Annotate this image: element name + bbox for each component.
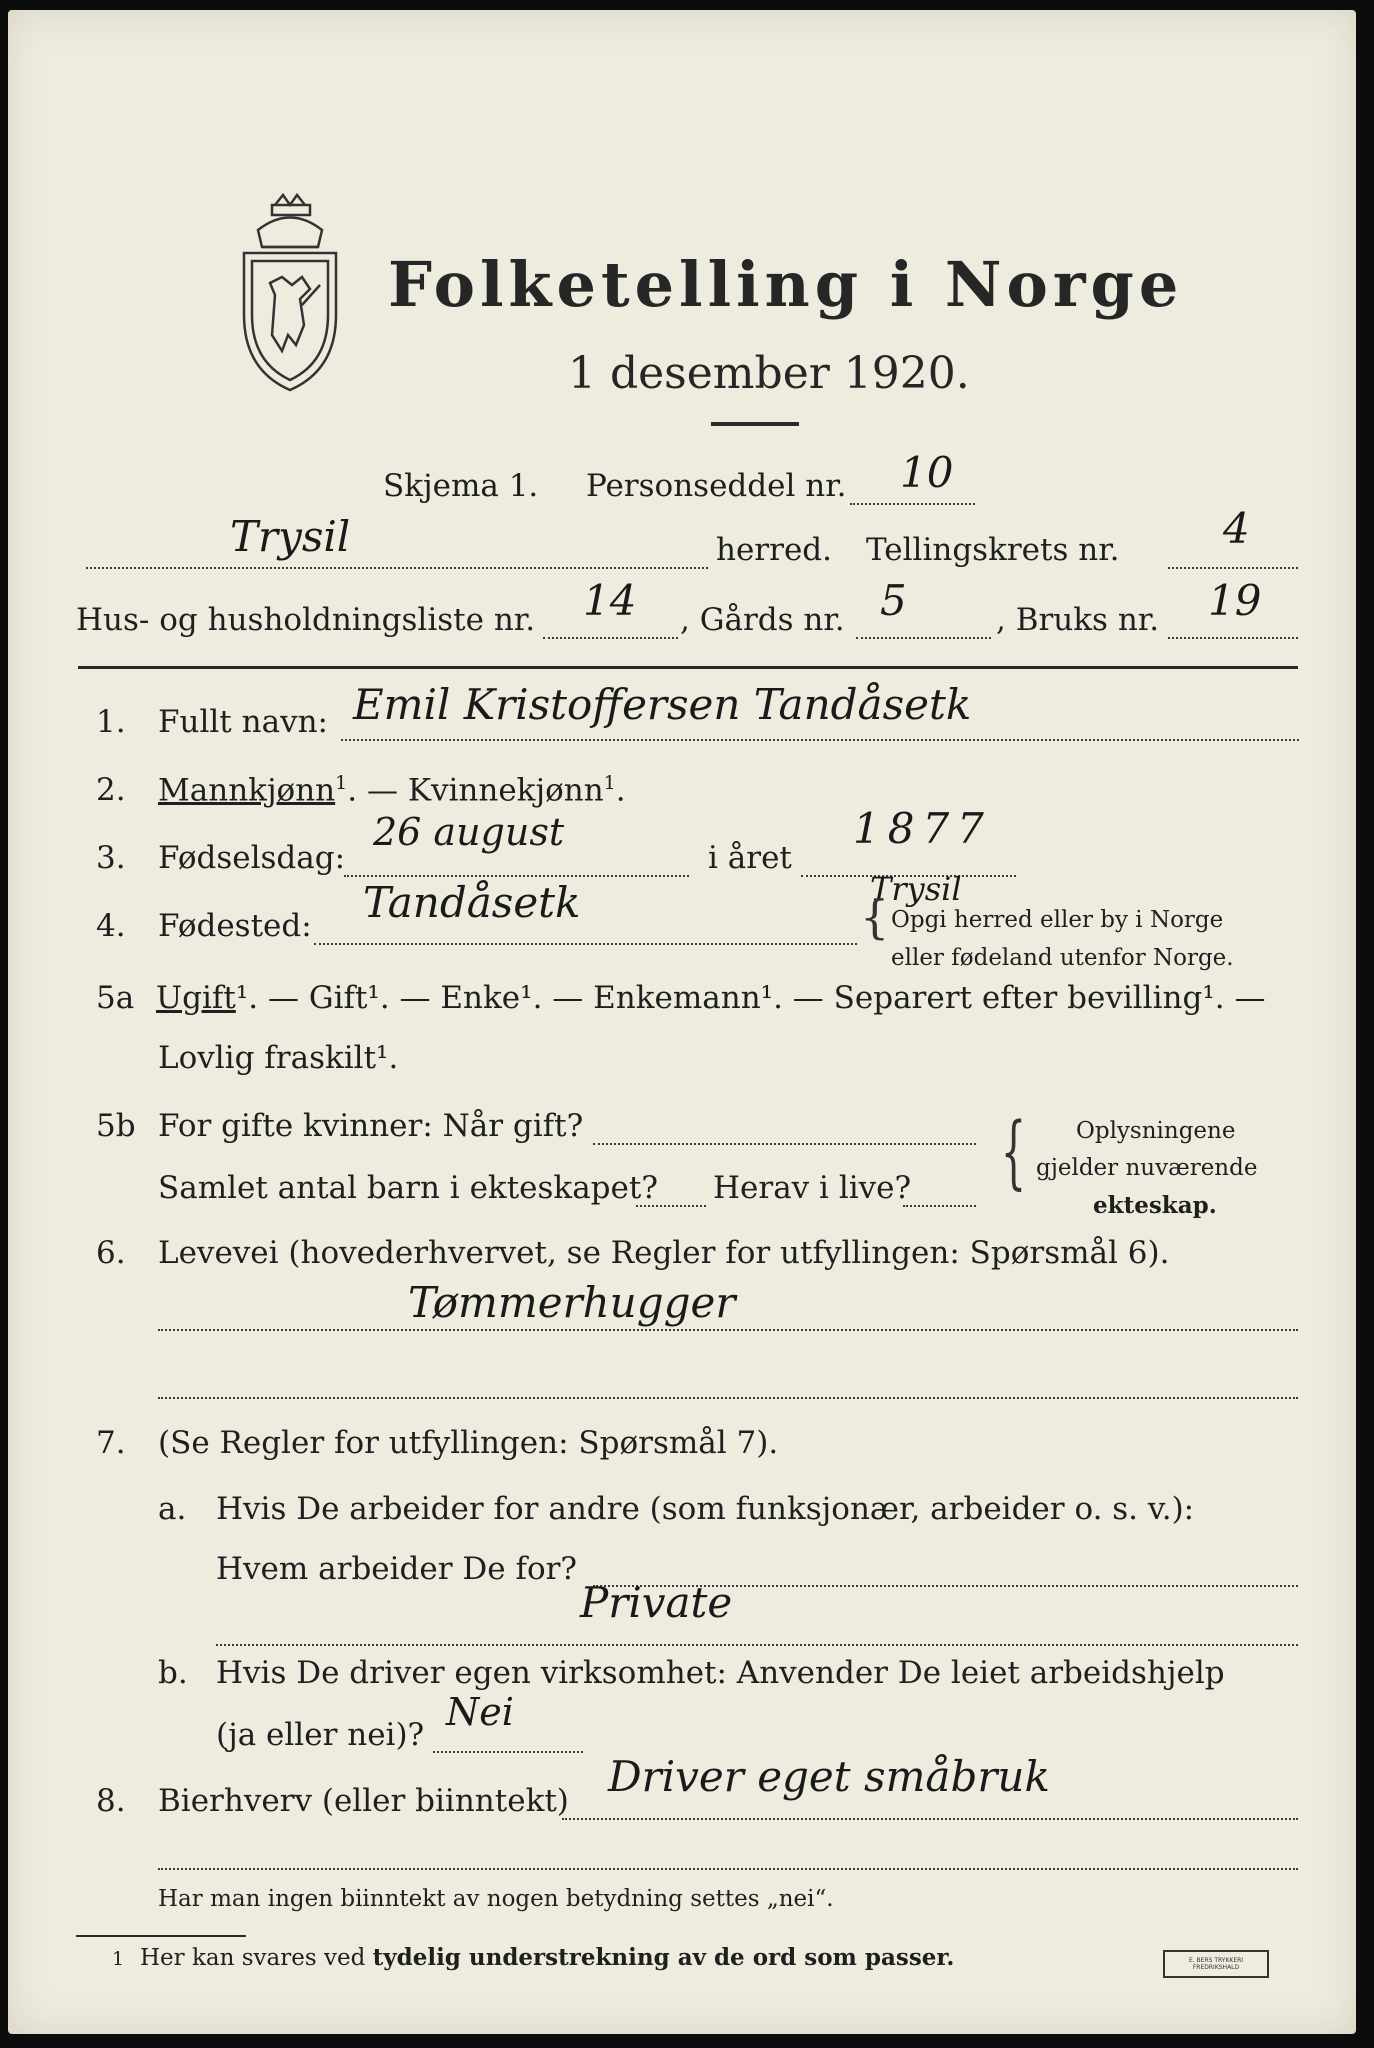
q8-label: Bierhverv (eller biinntekt) <box>158 1783 569 1819</box>
q6-occupation-value: Tømmerhugger <box>408 1278 736 1327</box>
q1-full-name-value: Emil Kristoffersen Tandåsetk <box>353 680 972 729</box>
q5b-note-line1: Oplysningene <box>1076 1118 1236 1144</box>
q4-birthplace-value: Tandåsetk <box>363 878 581 927</box>
q7a-letter: a. <box>158 1491 187 1527</box>
q3-day-field-line <box>344 875 689 877</box>
q2-male-footnote-mark: 1 <box>335 772 348 794</box>
q5b-children-label: Samlet antal barn i ekteskapet? <box>158 1170 658 1206</box>
q4-note-handwritten-value: Trysil <box>870 870 962 908</box>
q4-label: Fødested: <box>158 908 312 944</box>
q5b-children-field-line <box>636 1205 706 1207</box>
q5b-note-line2: gjelder nuværende <box>1036 1155 1258 1181</box>
q8-field-line-2 <box>158 1868 1298 1870</box>
gards-value: 5 <box>880 576 907 625</box>
husliste-label: Hus- og husholdningsliste nr. <box>76 602 536 638</box>
personseddel-field-line <box>850 503 975 505</box>
q7a-line2: Hvem arbeider De for? <box>216 1551 578 1587</box>
q5b-alive-field-line <box>903 1205 976 1207</box>
q4-field-line <box>314 943 857 945</box>
q3-number: 3. <box>96 840 126 876</box>
gards-label: , Gårds nr. <box>680 602 845 638</box>
skjema-label: Skjema 1. <box>383 468 539 504</box>
herred-label: herred. <box>716 532 832 568</box>
q5b-married-field-line <box>593 1143 976 1145</box>
printer-stamp <box>1163 1950 1269 1978</box>
bruks-value: 19 <box>1208 576 1262 625</box>
husliste-field-line <box>543 637 678 639</box>
q7-label: (Se Regler for utfyllingen: Spørsmål 7). <box>158 1425 779 1461</box>
q3-year-value: 1877 <box>853 804 992 853</box>
q4-note-brace: { <box>860 890 890 944</box>
form-date: 1 desember 1920. <box>568 348 970 399</box>
tellingskrets-label: Tellingskrets nr. <box>866 532 1120 568</box>
q5a-unmarried-option: Ugift <box>156 980 236 1016</box>
q1-label: Fullt navn: <box>158 704 328 740</box>
form-title: Folketelling i Norge <box>388 248 1184 321</box>
q8-field-line <box>562 1818 1298 1820</box>
q2-separator: . — <box>347 772 408 809</box>
q5a-number: 5a <box>96 980 135 1016</box>
bruks-field-line <box>1168 637 1298 639</box>
q7b-letter: b. <box>158 1655 188 1691</box>
q3-year-label: i året <box>708 840 792 876</box>
q7b-line2: (ja eller nei)? <box>216 1717 425 1753</box>
q6-label: Levevei (hovederhvervet, se Regler for utfyllingen: Spørsmål 6). <box>158 1235 1170 1271</box>
footnote-text-plain: Her kan svares ved <box>140 1945 366 1971</box>
husliste-value: 14 <box>583 576 637 625</box>
printer-stamp-line2: FREDRIKSHALD <box>1192 1964 1240 1971</box>
q3-label: Fødselsdag: <box>158 840 346 876</box>
q6-number: 6. <box>96 1235 126 1271</box>
tellingskrets-field-line <box>1168 567 1298 569</box>
q2-female-option: Kvinnekjønn <box>407 772 604 809</box>
q2-number: 2. <box>96 772 126 808</box>
footnote-divider <box>76 1935 246 1937</box>
q5b-note-brace: { <box>1000 1105 1027 1198</box>
q7a-employer-value: Private <box>580 1578 733 1627</box>
q8-number: 8. <box>96 1783 126 1819</box>
footer-note: Har man ingen biinntekt av nogen betydning settes „nei“. <box>158 1886 834 1912</box>
q7a-field-line-2 <box>216 1644 1298 1646</box>
q1-number: 1. <box>96 704 126 740</box>
q5a-other-options: ¹. — Gift¹. — Enke¹. — Enkemann¹. — Separert efter bevilling¹. — <box>235 980 1266 1016</box>
header-divider <box>78 666 1298 669</box>
q7a-line1: Hvis De arbeider for andre (som funksjonær, arbeider o. s. v.): <box>216 1491 1195 1527</box>
q7b-hired-help-value: Nei <box>446 1690 514 1734</box>
footnote-mark: 1 <box>112 1948 125 1970</box>
footnote-text-bold: tydelig understrekning av de ord som passer. <box>372 1944 955 1971</box>
q8-side-income-value: Driver eget småbruk <box>608 1752 1050 1801</box>
q5b-number: 5b <box>96 1108 136 1144</box>
census-form-page <box>8 10 1356 2034</box>
q2-gender-line <box>158 772 626 808</box>
title-divider <box>711 422 799 426</box>
q4-note-line1: Opgi herred eller by i Norge <box>891 907 1224 933</box>
coat-of-arms-icon <box>230 185 350 395</box>
q5a-line1 <box>156 980 1265 1016</box>
q4-number: 4. <box>96 908 126 944</box>
herred-value: Trysil <box>230 512 351 561</box>
q7-number: 7. <box>96 1425 126 1461</box>
q6-field-line-2 <box>158 1397 1298 1399</box>
q2-male-option: Mannkjønn <box>158 772 336 809</box>
q2-female-footnote-mark: 1 <box>603 772 616 794</box>
q5a-line2: Lovlig fraskilt¹. <box>158 1040 399 1076</box>
footnote-text <box>140 1944 954 1971</box>
q7b-line1: Hvis De driver egen virksomhet: Anvender De leiet arbeidshjelp <box>216 1655 1225 1691</box>
printer-stamp-line1: E. BERS TRYKKERI <box>1188 1957 1244 1964</box>
personseddel-value: 10 <box>900 448 954 497</box>
q5b-note-line3: ekteskap. <box>1093 1192 1217 1219</box>
gards-field-line <box>856 637 991 639</box>
q2-end: . <box>615 772 626 809</box>
q6-field-line-1 <box>158 1329 1298 1331</box>
q1-field-line <box>341 739 1299 741</box>
q5b-line1: For gifte kvinner: Når gift? <box>158 1108 584 1144</box>
q5b-alive-label: Herav i live? <box>713 1170 912 1206</box>
herred-field-line <box>86 567 708 569</box>
tellingskrets-value: 4 <box>1223 504 1250 553</box>
q4-note-line2: eller fødeland utenfor Norge. <box>891 945 1234 971</box>
personseddel-label: Personseddel nr. <box>586 468 847 504</box>
q3-birthday-value: 26 august <box>373 810 565 854</box>
q7b-field-line <box>433 1751 583 1753</box>
bruks-label: , Bruks nr. <box>996 602 1160 638</box>
